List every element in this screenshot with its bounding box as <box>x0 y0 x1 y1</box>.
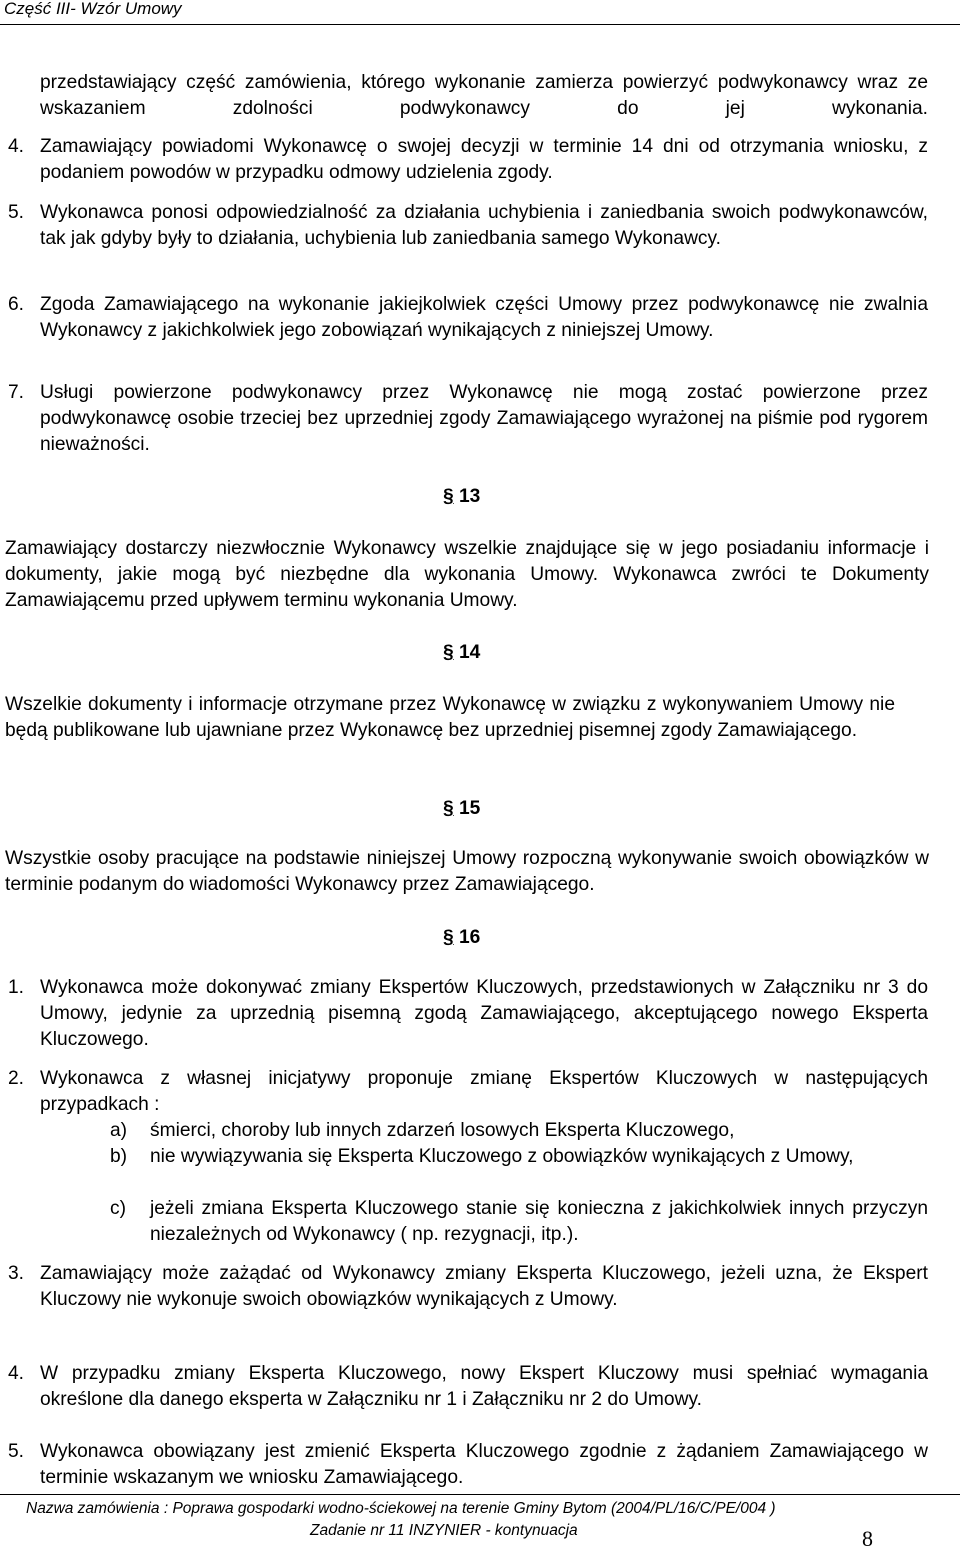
section-number: 15 <box>459 798 481 819</box>
page-number: 8 <box>862 1526 873 1551</box>
subitem-label: b) <box>110 1146 128 1167</box>
section-symbol: § <box>443 798 454 819</box>
section-symbol: § <box>443 486 454 507</box>
item-number: 5. <box>8 202 25 223</box>
continued-paragraph: przedstawiający część zamówienia, którego wykonanie zamierza powierzyć podwykonawcy wraz ze wskazaniem zdolności podwykonawcy do jej wykonania. <box>40 72 928 119</box>
footer-task: Zadanie nr 11 INZYNIER - kontynuacja <box>310 1522 578 1539</box>
subitem-text: nie wywiązywania się Eksperta Kluczowego z obowiązków wynikających z Umowy, <box>150 1146 854 1167</box>
subitem-label: c) <box>110 1198 126 1219</box>
footer-divider <box>0 1494 960 1495</box>
section-text: Wszystkie osoby pracujące na podstawie niniejszej Umowy rozpoczną wykonywanie swoich obowiązków w terminie podanym do wiadomości Wykonawcy przez Zamawiającego. <box>5 848 929 895</box>
section-symbol: § <box>443 927 454 948</box>
item-number: 4. <box>8 1363 25 1384</box>
subitem-text: śmierci, choroby lub innych zdarzeń losowych Eksperta Kluczowego, <box>150 1120 735 1141</box>
item-text: Wykonawca może dokonywać zmiany Ekspertów Kluczowych, przedstawionych w Załączniku nr 3 do Umowy, jedynie za uprzednią pisemną zgodą Zamawiającego, akceptującego nowego Eksperta Kluczowego. <box>40 977 928 1050</box>
item-text: Zamawiający powiadomi Wykonawcę o swojej decyzji w terminie 14 dni od otrzymania wniosku, z podaniem powodów w przypadku odmowy udzielenia zgody. <box>40 136 928 183</box>
item-number: 7. <box>8 382 25 403</box>
item-text: Zamawiający może zażądać od Wykonawcy zmiany Eksperta Kluczowego, jeżeli uzna, że Ekspert Kluczowy nie wykonuje swoich obowiązków wynikających z Umowy. <box>40 1263 928 1310</box>
section-heading <box>443 925 480 951</box>
item-number: 6. <box>8 294 25 315</box>
section-heading <box>443 796 480 822</box>
item-number: 1. <box>8 977 25 998</box>
item-text: Usługi powierzone podwykonawcy przez Wykonawcę nie mogą zostać powierzone przez podwykonawcę osobie trzeciej bez uprzedniej zgody Zamawiającego wyrażonej na piśmie pod rygorem nieważności. <box>40 382 928 455</box>
footer-order-name: Nazwa zamówienia : Poprawa gospodarki wodno-ściekowej na terenie Gminy Bytom (2004/PL/16/C/PE/004 ) <box>26 1500 776 1517</box>
item-text: W przypadku zmiany Eksperta Kluczowego, nowy Ekspert Kluczowy musi spełniać wymagania określone dla danego eksperta w Załączniku nr 1 i Załączniku nr 2 do Umowy. <box>40 1363 928 1410</box>
section-number: 14 <box>459 642 481 663</box>
item-number: 3. <box>8 1263 25 1284</box>
section-heading <box>443 640 480 666</box>
subitem-label: a) <box>110 1120 128 1141</box>
section-symbol: § <box>443 642 454 663</box>
header-divider <box>0 24 960 25</box>
subitem-text: jeżeli zmiana Eksperta Kluczowego stanie się konieczna z jakichkolwiek innych przyczyn niezależnych od Wykonawcy ( np. rezygnacji, itp.). <box>150 1198 928 1245</box>
item-text: Wykonawca z własnej inicjatywy proponuje zmianę Ekspertów Kluczowych w następujących przypadkach : <box>40 1068 928 1115</box>
section-text: Wszelkie dokumenty i informacje otrzymane przez Wykonawcę w związku z wykonywaniem Umowy nie będą publikowane lub ujawniane przez Wykonawcę bez uprzedniej pisemnej zgody Zamawiającego. <box>5 694 895 741</box>
section-number: 16 <box>459 927 481 948</box>
section-heading <box>443 484 480 510</box>
item-text: Wykonawca ponosi odpowiedzialność za działania uchybienia i zaniedbania swoich podwykonawców, tak jak gdyby były to działania, uchybienia lub zaniedbania samego Wykonawcy. <box>40 202 928 249</box>
item-number: 4. <box>8 136 25 157</box>
item-number: 5. <box>8 1441 25 1462</box>
item-number: 2. <box>8 1068 25 1089</box>
header-title: Część III- Wzór Umowy <box>4 0 182 18</box>
section-text: Zamawiający dostarczy niezwłocznie Wykonawcy wszelkie znajdujące się w jego posiadaniu informacje i dokumenty, jakie mogą być niezbędne dla wykonania Umowy. Wykonawca zwróci te Dokumenty Zamawiającemu przed upływem terminu wykonania Umowy. <box>5 538 929 611</box>
item-text: Zgoda Zamawiającego na wykonanie jakiejkolwiek części Umowy przez podwykonawcę nie zwalnia Wykonawcy z jakichkolwiek jego zobowiązań wynikających z niniejszej Umowy. <box>40 294 928 341</box>
item-text: Wykonawca obowiązany jest zmienić Eksperta Kluczowego zgodnie z żądaniem Zamawiającego w terminie wskazanym we wniosku Zamawiającego. <box>40 1441 928 1488</box>
section-number: 13 <box>459 486 481 507</box>
